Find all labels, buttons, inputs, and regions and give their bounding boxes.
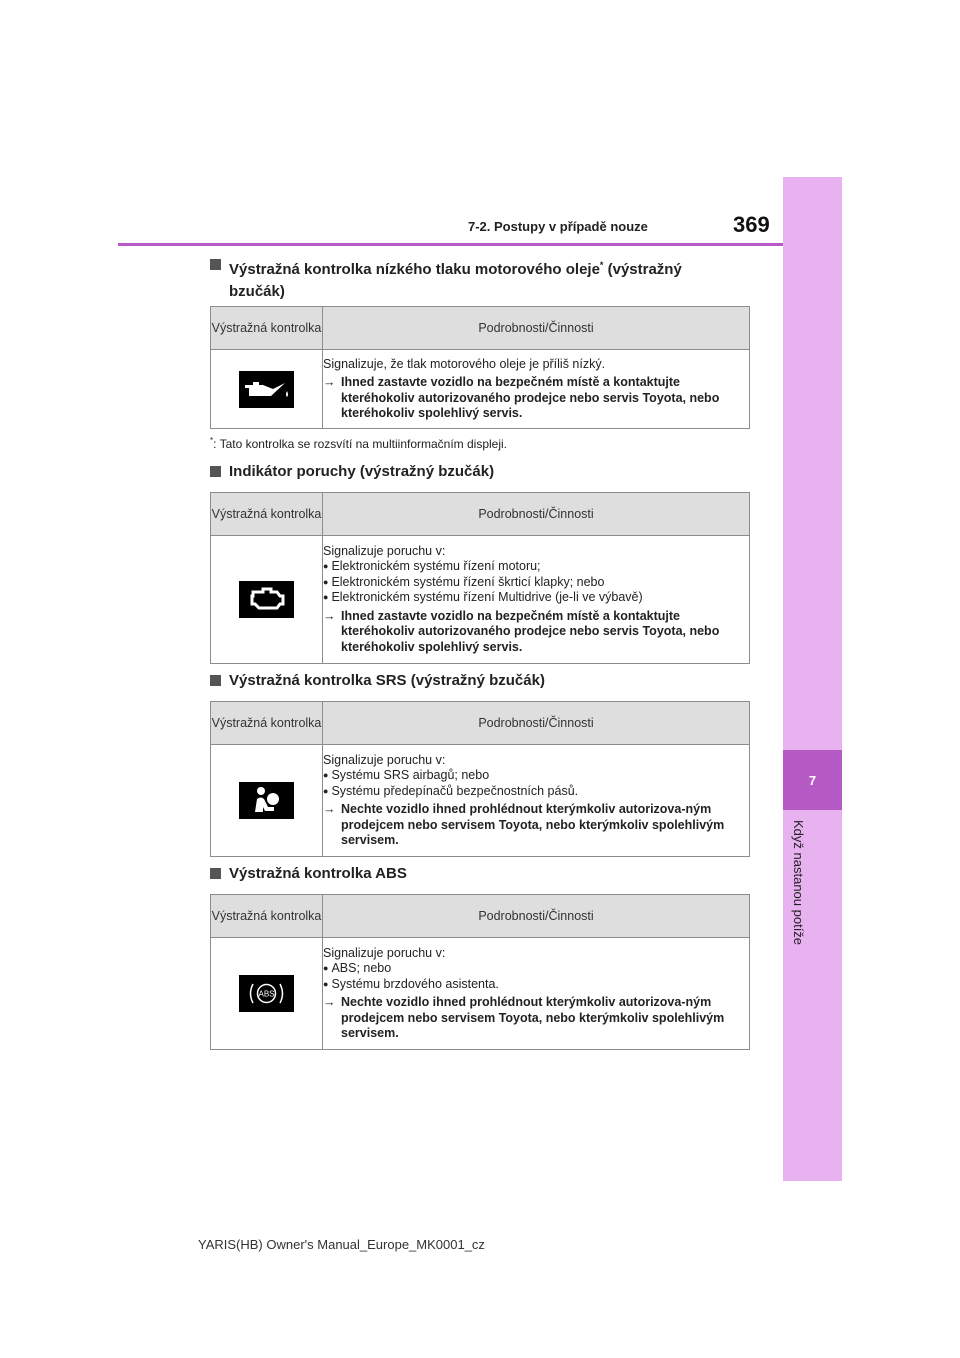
section-heading-abs bbox=[210, 863, 407, 885]
column-header-lamp: Výstražná kontrolka bbox=[211, 307, 323, 350]
square-bullet-icon bbox=[210, 259, 221, 270]
action-label: Ihned zastavte vozidlo na bezpečném místě a kontaktujte kteréhokoliv autorizovaného prodejce nebo servis Toyota, nebo kteréhokoliv spolehlivý servis. bbox=[341, 375, 720, 420]
list-item: ● Elektronickém systému řízení motoru; bbox=[323, 559, 749, 575]
column-header-details: Podrobnosti/Činnosti bbox=[323, 307, 750, 350]
action-text bbox=[323, 375, 749, 422]
action-text bbox=[323, 802, 749, 849]
desc-intro: Signalizuje, že tlak motorového oleje je příliš nízký. bbox=[323, 356, 606, 371]
list-item: ● Systému brzdového asistenta. bbox=[323, 977, 749, 993]
warning-table-oil-pressure bbox=[210, 306, 750, 429]
check-engine-icon bbox=[239, 581, 294, 618]
arrow-icon: → bbox=[323, 375, 336, 389]
header-divider bbox=[118, 243, 783, 246]
action-label: Nechte vozidlo ihned prohlédnout kterýmkoliv autorizova-ným prodejcem nebo servisem Toyota, nebo kterýmkoliv spolehlivým servisem. bbox=[341, 802, 725, 847]
column-header-lamp: Výstražná kontrolka bbox=[211, 702, 323, 745]
action-label: Ihned zastavte vozidlo na bezpečném místě a kontaktujte kteréhokoliv autorizovaného prodejce nebo servis Toyota, nebo kteréhokoliv spolehlivý servis. bbox=[341, 608, 720, 654]
action-label: Nechte vozidlo ihned prohlédnout kterýmkoliv autorizova-ným prodejcem nebo servisem Toyota, nebo kterýmkoliv spolehlivým servisem. bbox=[341, 995, 725, 1040]
section-heading-oil-pressure bbox=[210, 254, 729, 303]
heading-text: Výstražná kontrolka ABS bbox=[229, 865, 407, 882]
list-item: ● Elektronickém systému řízení Multidrive (je-li ve výbavě) bbox=[323, 590, 749, 606]
footnote-marker: * bbox=[210, 436, 214, 445]
heading-text: Výstražná kontrolka SRS (výstražný bzučák) bbox=[229, 672, 545, 689]
page-number: 369 bbox=[733, 212, 770, 237]
arrow-icon: → bbox=[323, 802, 336, 816]
heading-text: Indikátor poruchy (výstražný bzučák) bbox=[229, 463, 495, 480]
warning-table-abs bbox=[210, 894, 750, 1050]
heading-suffix: (výstražný bzučák) bbox=[229, 261, 682, 300]
abs-icon bbox=[239, 975, 294, 1012]
footnote bbox=[210, 436, 507, 451]
footnote-text: : Tato kontrolka se rozsvítí na multiinformačním displeji. bbox=[213, 437, 508, 451]
section-heading-srs bbox=[210, 670, 545, 692]
abs-icon-text: ABS bbox=[258, 989, 275, 999]
desc-intro: Signalizuje poruchu v: bbox=[323, 945, 446, 960]
arrow-icon: → bbox=[323, 608, 336, 623]
action-text bbox=[323, 609, 749, 656]
list-item: ● Systému SRS airbagů; nebo bbox=[323, 768, 749, 784]
action-text bbox=[323, 995, 749, 1042]
warning-table-srs bbox=[210, 701, 750, 857]
list-item: ● Systému předepínačů bezpečnostních pásů. bbox=[323, 784, 749, 800]
chapter-label: Když nastanou potíže bbox=[791, 820, 806, 946]
chapter-tab[interactable] bbox=[783, 750, 842, 810]
side-strip bbox=[783, 177, 842, 1181]
heading-text: Výstražná kontrolka nízkého tlaku motorového oleje bbox=[229, 261, 600, 278]
oil-pressure-icon bbox=[239, 371, 294, 408]
desc-intro: Signalizuje poruchu v: bbox=[323, 752, 446, 767]
square-bullet-icon bbox=[210, 675, 221, 686]
desc-intro: Signalizuje poruchu v: bbox=[323, 543, 446, 558]
list-item: ● ABS; nebo bbox=[323, 961, 749, 977]
square-bullet-icon bbox=[210, 466, 221, 477]
section-heading-malfunction bbox=[210, 461, 494, 483]
square-bullet-icon bbox=[210, 868, 221, 879]
column-header-details: Podrobnosti/Činnosti bbox=[323, 895, 750, 938]
footnote-marker: * bbox=[599, 260, 604, 270]
chapter-number: 7 bbox=[808, 772, 817, 788]
warning-table-malfunction bbox=[210, 492, 750, 664]
column-header-lamp: Výstražná kontrolka bbox=[211, 895, 323, 938]
list-item: ● Elektronickém systému řízení škrticí klapky; nebo bbox=[323, 575, 749, 591]
arrow-icon: → bbox=[323, 995, 336, 1009]
airbag-icon bbox=[239, 782, 294, 819]
section-title: 7-2. Postupy v případě nouze bbox=[468, 219, 648, 234]
column-header-lamp: Výstražná kontrolka bbox=[211, 493, 323, 536]
column-header-details: Podrobnosti/Činnosti bbox=[323, 493, 750, 536]
column-header-details: Podrobnosti/Činnosti bbox=[323, 702, 750, 745]
footer-text: YARIS(HB) Owner's Manual_Europe_MK0001_cz bbox=[198, 1237, 485, 1252]
